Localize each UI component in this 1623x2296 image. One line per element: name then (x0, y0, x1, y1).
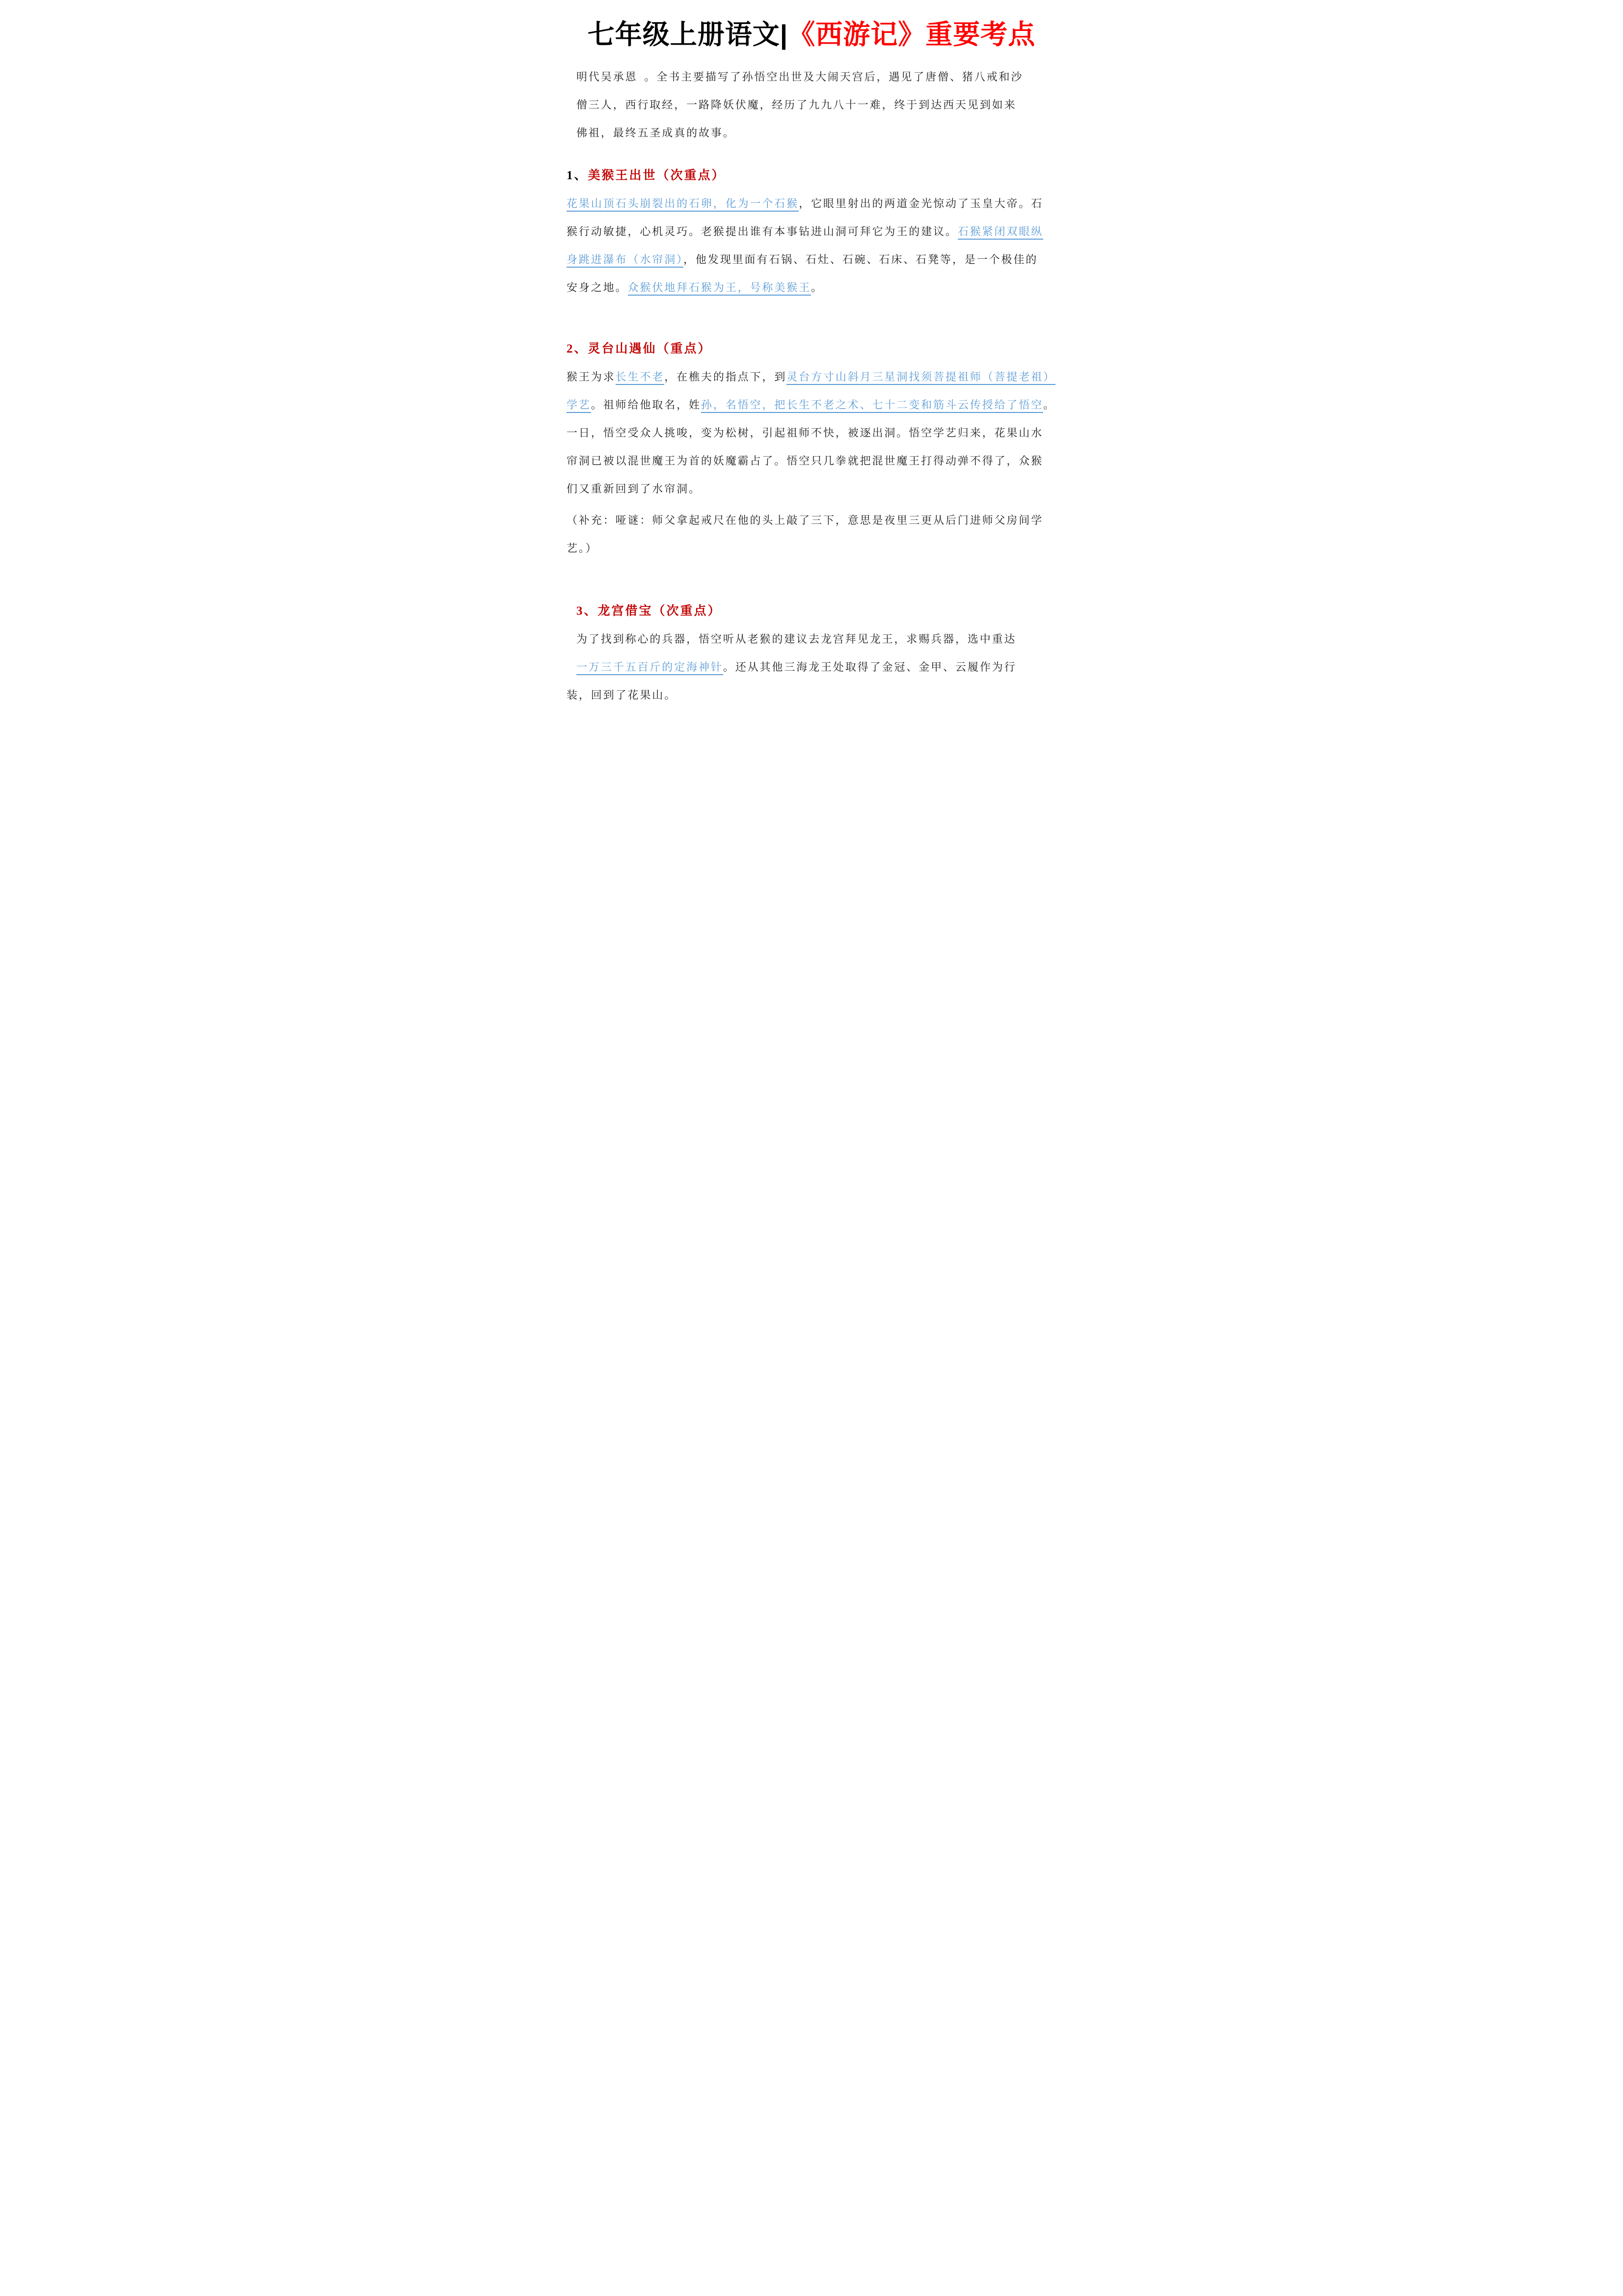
key-point-underlined-text: 花果山顶石头崩裂出的石卵，化为一个石猴 (567, 197, 799, 212)
key-point-underlined-text: 一万三千五百斤的定海神针 (576, 661, 723, 675)
text-segment: 佛祖，最终五圣成真的故事。 (576, 127, 735, 139)
title-course-part: 七年级上册语文| (587, 19, 788, 50)
section-heading (567, 597, 1056, 625)
text-line (567, 391, 1056, 419)
text-segment: 。 (1043, 399, 1056, 411)
section-number: 2、 (567, 342, 588, 355)
section-number: 3、 (576, 604, 598, 618)
text-line (567, 419, 1056, 447)
section-title: 美猴王出世（次重点） (588, 169, 726, 182)
text-segment: 猴王为求 (567, 371, 616, 383)
text-line (567, 246, 1056, 273)
text-line (567, 625, 1056, 653)
text-segment: 装，回到了花果山。 (567, 689, 677, 701)
text-line (567, 653, 1056, 681)
text-line (567, 119, 1056, 147)
key-point-underlined-text: 长生不老 (616, 371, 665, 385)
key-point-underlined-text: 灵台方寸山斜月三星洞找须菩提祖师（菩提老祖） (786, 371, 1055, 385)
section-paragraph (567, 363, 1056, 503)
section-paragraph (567, 625, 1056, 709)
section-meihouwang-chushi (567, 162, 1056, 301)
text-segment: 们又重新回到了水帘洞。 (567, 483, 701, 495)
section-lingtaishan-yuxian (567, 335, 1056, 562)
text-segment: 为了找到称心的兵器，悟空听从老猴的建议去龙宫拜见龙王，求赐兵器，选中重达 (576, 633, 1017, 645)
key-point-underlined-text: 学艺 (567, 399, 591, 413)
text-line (567, 63, 1056, 91)
text-line (567, 273, 1056, 301)
text-segment: ，它眼里射出的两道金光惊动了玉皇大帝。石 (799, 197, 1044, 210)
text-segment: 明代吴承恩 。全书主要描写了孙悟空出世及大闹天宫后，遇见了唐僧、猪八戒和沙 (576, 71, 1024, 83)
text-segment: ，他发现里面有石锅、石灶、石碗、石床、石凳等，是一个极佳的 (683, 253, 1038, 266)
text-line (567, 506, 1056, 534)
text-line (567, 475, 1056, 503)
section-title: 龙宫借宝（次重点） (597, 604, 722, 618)
text-line (567, 363, 1056, 391)
section-heading (567, 162, 1056, 190)
text-line (567, 91, 1056, 119)
section-title: 灵台山遇仙（重点） (588, 342, 712, 355)
key-point-underlined-text: 身跳进瀑布（水帘洞） (567, 253, 683, 268)
document-page (541, 0, 1082, 765)
text-segment: 安身之地。 (567, 281, 628, 294)
text-segment: 艺。） (567, 542, 598, 554)
key-point-underlined-text: 孙，名悟空，把长生不老之术、七十二变和筋斗云传授给了悟空 (701, 399, 1043, 413)
text-segment: 僧三人，西行取经，一路降妖伏魔，经历了九九八十一难，终于到达西天见到如来 (576, 99, 1017, 111)
text-segment: 帘洞已被以混世魔王为首的妖魔霸占了。悟空只几拳就把混世魔王打得动弹不得了，众猴 (567, 455, 1044, 467)
section-number: 1、 (567, 169, 588, 182)
text-segment: ，在樵夫的指点下，到 (664, 371, 787, 383)
key-point-underlined-text: 众猴伏地拜石猴为王，号称美猴王 (628, 281, 812, 296)
section-longgong-jiebao (567, 597, 1056, 709)
text-segment: 。还从其他三海龙王处取得了金冠、金甲、云履作为行 (723, 661, 1017, 673)
text-segment: （补充：哑谜：师父拿起戒尺在他的头上敲了三下，意思是夜里三更从后门进师父房间学 (567, 514, 1044, 526)
text-segment: 。 (811, 281, 823, 294)
section-paragraph (567, 190, 1056, 301)
text-line (567, 218, 1056, 246)
text-line (567, 190, 1056, 218)
page-title (567, 17, 1056, 52)
intro-paragraph (567, 63, 1056, 147)
text-line (567, 681, 1056, 709)
title-topic-part: 《西游记》重要考点 (788, 19, 1036, 50)
text-segment: 一日，悟空受众人挑唆，变为松树，引起祖师不快，被逐出洞。悟空学艺归来，花果山水 (567, 427, 1044, 439)
section-heading (567, 335, 1056, 363)
text-line (567, 447, 1056, 475)
text-segment: 。祖师给他取名，姓 (591, 399, 701, 411)
key-point-underlined-text: 石猴紧闭双眼纵 (958, 225, 1043, 240)
supplement-note (567, 506, 1056, 562)
text-segment: 猴行动敏捷，心机灵巧。老猴提出谁有本事钻进山洞可拜它为王的建议。 (567, 225, 958, 238)
text-line (567, 534, 1056, 562)
